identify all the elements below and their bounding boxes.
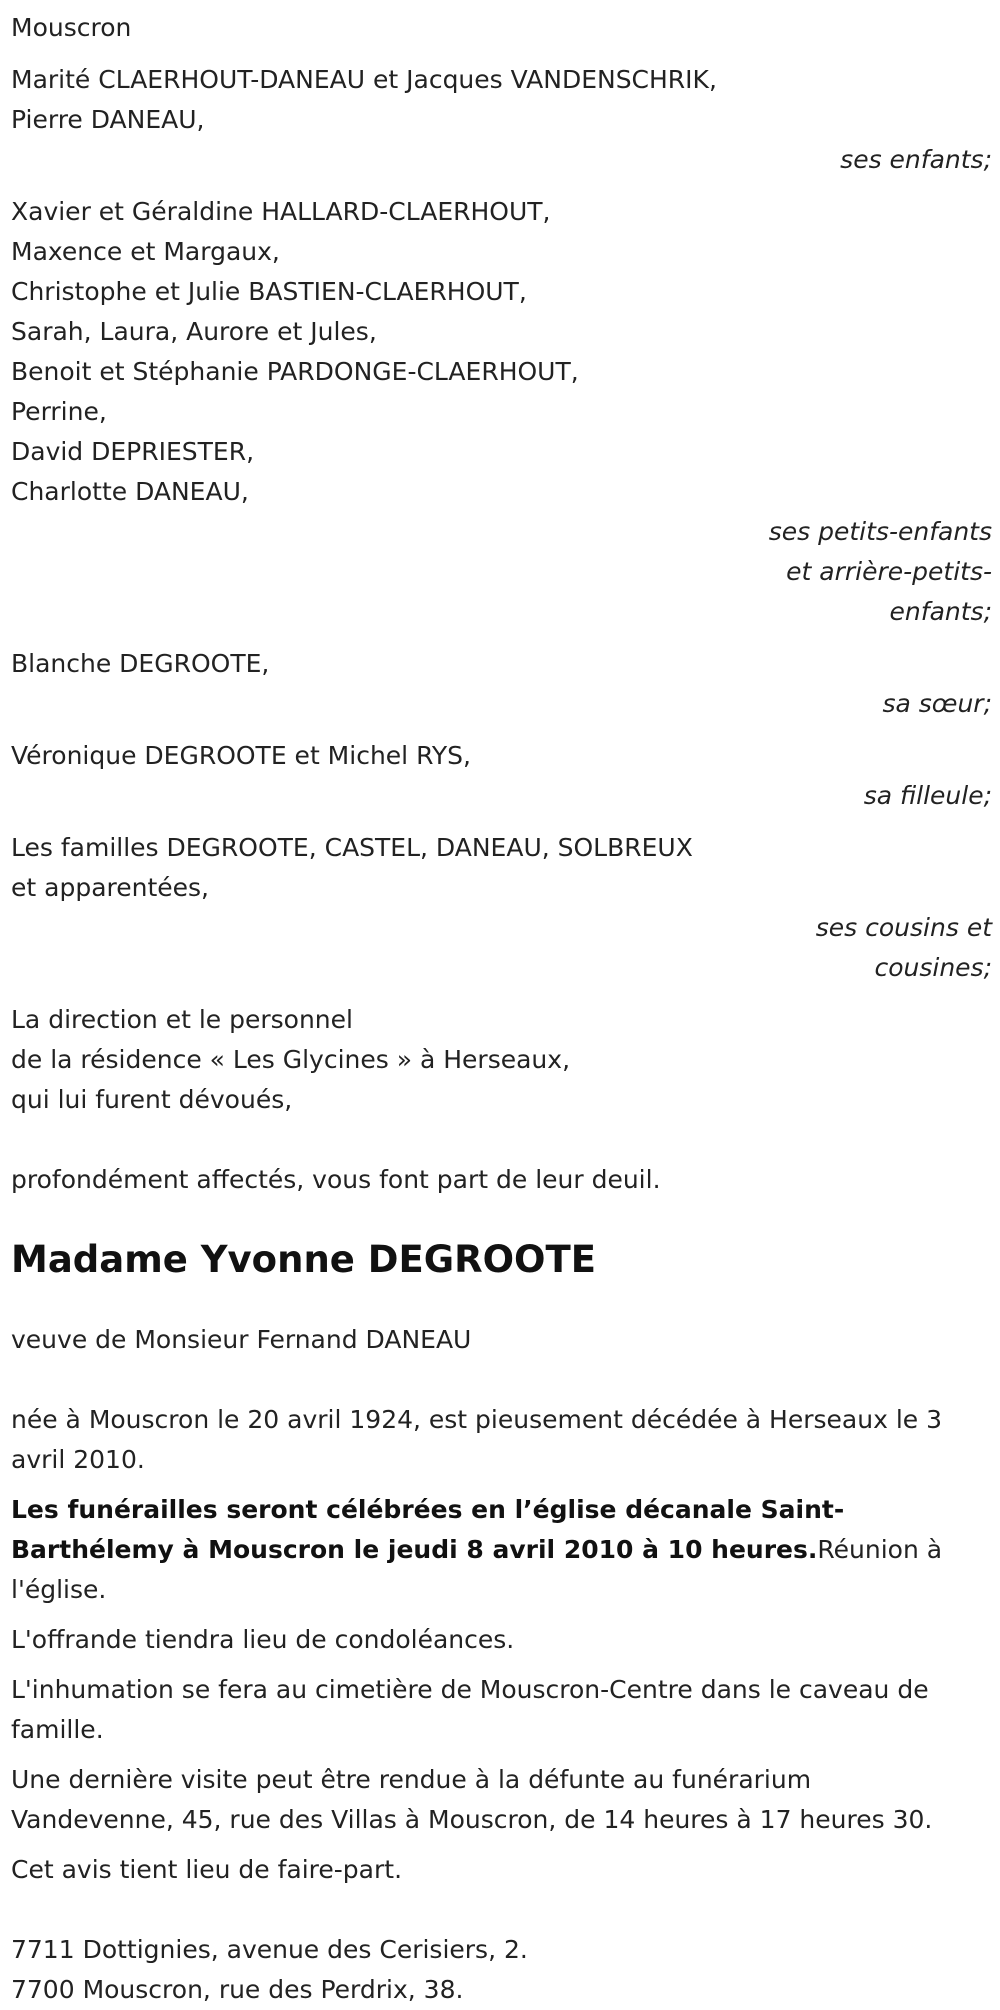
grandchildren-line-3: Christophe et Julie BASTIEN-CLAERHOUT,: [11, 277, 527, 306]
offering: L'offrande tiendra lieu de condoléances.: [11, 1625, 515, 1654]
addresses-section: [11, 1930, 992, 2010]
visit-line-1: Une dernière visite peut être rendue à la défunte au funérarium: [11, 1765, 812, 1794]
grandchildren-line-1: Xavier et Géraldine HALLARD-CLAERHOUT,: [11, 197, 551, 226]
grandchildren-relation: [742, 512, 992, 632]
residence-line-2: de la résidence « Les Glycines » à Herseaux,: [11, 1045, 571, 1074]
sister-relation: sa sœur;: [882, 689, 992, 718]
grandchildren-line-2: Maxence et Margaux,: [11, 237, 280, 266]
children-section: [11, 60, 992, 180]
grandchildren-line-6: Perrine,: [11, 397, 107, 426]
grandchildren-relation-line-3: enfants;: [889, 597, 992, 626]
goddaughter-relation: sa filleule;: [863, 781, 992, 810]
funeral-bold: Les funérailles seront célébrées en l’église décanale Saint-Barthélemy à Mouscron le jeudi 8 avril 2010 à 10 heures.: [11, 1495, 845, 1564]
grandchildren-line-4: Sarah, Laura, Aurore et Jules,: [11, 317, 377, 346]
sister-name: Blanche DEGROOTE,: [11, 649, 270, 678]
cousins-relation-line-2: cousines;: [874, 953, 992, 982]
goddaughter-section: [11, 736, 992, 816]
grandchildren-line-5: Benoit et Stéphanie PARDONGE-CLAERHOUT,: [11, 357, 579, 386]
deceased-name: Madame Yvonne DEGROOTE: [11, 1238, 597, 1281]
children-relation: ses enfants;: [840, 145, 992, 174]
notice: Cet avis tient lieu de faire-part.: [11, 1855, 403, 1884]
goddaughter-name: Véronique DEGROOTE et Michel RYS,: [11, 741, 471, 770]
address-2: 7700 Mouscron, rue des Perdrix, 38.: [11, 1975, 464, 2004]
residence-line-3: qui lui furent dévoués,: [11, 1085, 293, 1114]
address-1: 7711 Dottignies, avenue des Cerisiers, 2.: [11, 1935, 528, 1964]
residence-line-1: La direction et le personnel: [11, 1005, 353, 1034]
grandchildren-section: [11, 192, 992, 632]
cousins-line-2: et apparentées,: [11, 873, 209, 902]
cousins-relation-line-1: ses cousins et: [815, 913, 992, 942]
cousins-relation: [742, 908, 992, 988]
birth-death: née à Mouscron le 20 avril 1924, est pieusement décédée à Herseaux le 3 avril 2010.: [11, 1405, 942, 1474]
children-line-1: Marité CLAERHOUT-DANEAU et Jacques VANDENSCHRIK,: [11, 65, 717, 94]
funeral-meeting: Réunion à l'église.: [11, 1535, 943, 1604]
burial: L'inhumation se fera au cimetière de Mouscron-Centre dans le caveau de famille.: [11, 1675, 929, 1744]
grandchildren-relation-line-2: et arrière-petits-: [786, 557, 992, 586]
place-heading: Mouscron: [11, 13, 132, 42]
visit-section: [11, 1760, 992, 1840]
grandchildren-relation-line-1: ses petits-enfants: [768, 517, 992, 546]
grandchildren-line-7: David DEPRIESTER,: [11, 437, 255, 466]
sister-section: [11, 644, 992, 724]
widow-of: veuve de Monsieur Fernand DANEAU: [11, 1325, 472, 1354]
cousins-section: [11, 828, 992, 988]
residence-section: [11, 1000, 992, 1120]
children-line-2: Pierre DANEAU,: [11, 105, 205, 134]
announcement: profondément affectés, vous font part de leur deuil.: [11, 1165, 661, 1194]
funeral-details: [11, 1490, 992, 1610]
cousins-line-1: Les familles DEGROOTE, CASTEL, DANEAU, SOLBREUX: [11, 833, 693, 862]
visit-line-2: Vandevenne, 45, rue des Villas à Mouscron, de 14 heures à 17 heures 30.: [11, 1805, 933, 1834]
grandchildren-line-8: Charlotte DANEAU,: [11, 477, 249, 506]
